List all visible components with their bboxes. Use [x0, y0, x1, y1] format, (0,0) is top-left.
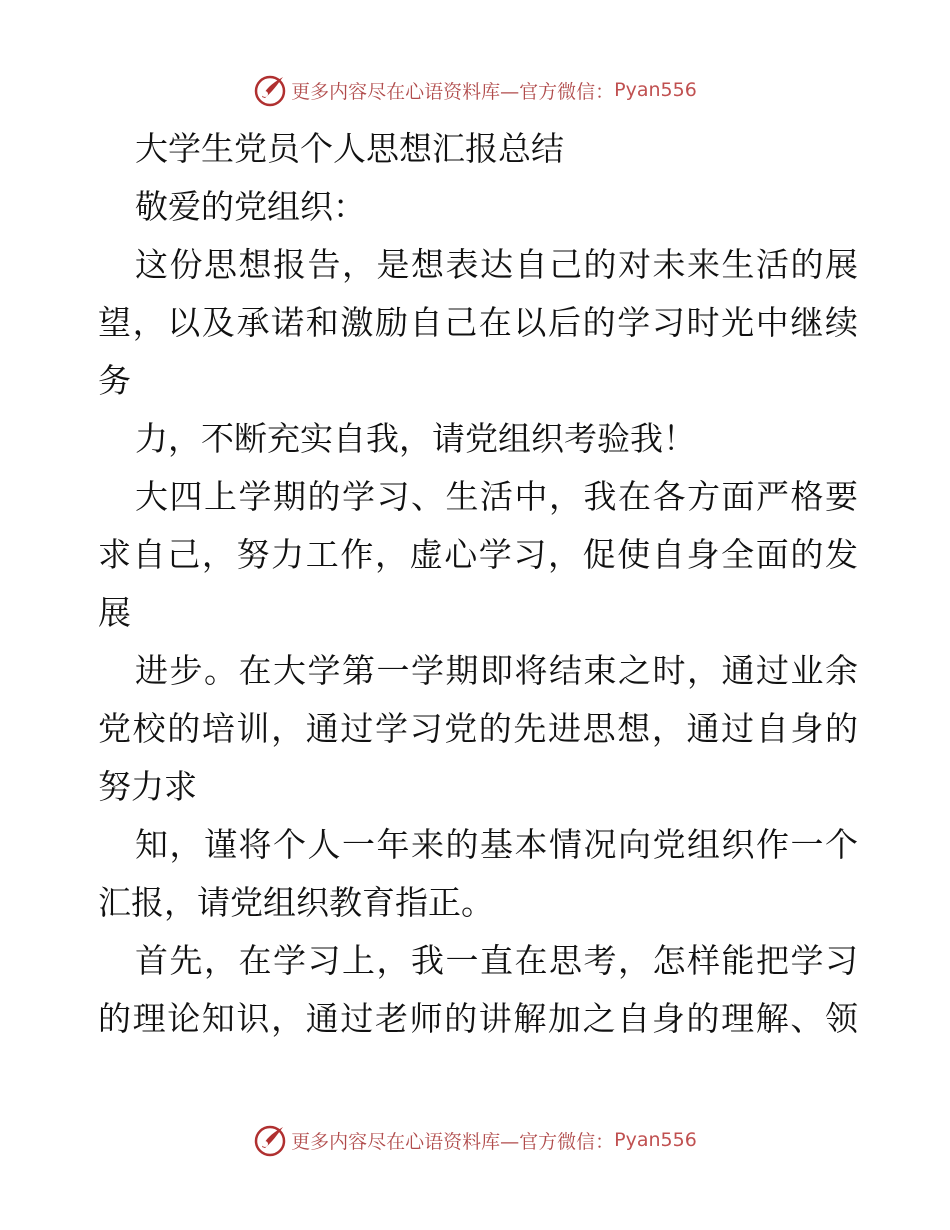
text-line: 这份思想报告，是想表达自己的对未来生活的展 — [135, 245, 858, 284]
text-line: 的理论知识，通过老师的讲解加之自身的理解、领 — [98, 999, 858, 1038]
text-line: 大四上学期的学习、生活中，我在各方面严格要 — [135, 477, 858, 516]
red-quill-seal-icon — [253, 1123, 287, 1157]
footer-banner — [0, 1120, 950, 1160]
document-body — [98, 120, 858, 1048]
banner-wechat-id: Pyan556 — [614, 79, 697, 101]
text-line: 求自己，努力工作，虚心学习，促使自身全面的发 — [98, 535, 858, 574]
banner-text: 更多内容尽在心语资料库—官方微信： — [291, 1130, 615, 1153]
banner-wechat-id: Pyan556 — [614, 1129, 697, 1151]
text-line: 进步。在大学第一学期即将结束之时，通过业余 — [135, 651, 858, 690]
header-banner — [0, 70, 950, 110]
text-line: 力，不断充实自我，请党组织考验我！ — [135, 419, 696, 458]
text-line: 知，谨将个人一年来的基本情况向党组织作一个 — [135, 825, 858, 864]
text-line: 望，以及承诺和激励自己在以后的学习时光中继续 — [98, 303, 858, 342]
banner-text: 更多内容尽在心语资料库—官方微信： — [291, 80, 615, 103]
text-line: 努力求 — [98, 767, 197, 806]
text-line: 首先，在学习上，我一直在思考，怎样能把学习 — [135, 941, 858, 980]
text-line: 汇报，请党组织教育指正。 — [98, 883, 494, 922]
document-title: 大学生党员个人思想汇报总结 — [135, 129, 564, 168]
text-line: 务 — [98, 361, 131, 400]
text-line: 展 — [98, 593, 131, 632]
salutation: 敬爱的党组织： — [135, 187, 366, 226]
red-quill-seal-icon — [253, 73, 287, 107]
text-line: 党校的培训，通过学习党的先进思想，通过自身的 — [98, 709, 858, 748]
